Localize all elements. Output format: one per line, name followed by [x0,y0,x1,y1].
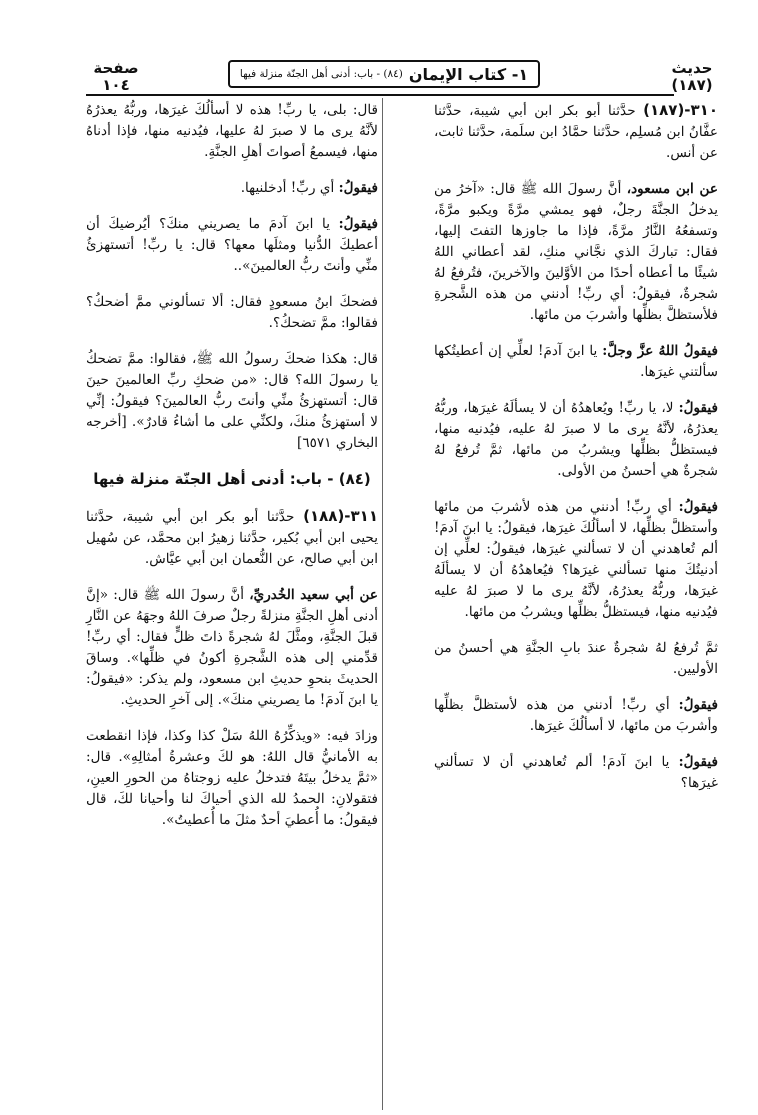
paragraph-lead: فيقولُ: [678,499,718,515]
left-column-top [86,100,378,454]
paragraph [434,341,718,383]
paragraph-text: أي ربِّ! أدنني من هذه لأستظلَّ بظلِّها وأشربَ من مائها، لا أسألُكَ غيرَها. [434,697,718,734]
paragraph [434,638,718,680]
hadith-label: حديث [671,59,713,77]
paragraph-lead: عن أبي سعيد الخُدريِّ، [249,587,379,603]
page-label: صفحة [93,59,139,77]
right-column [434,100,718,809]
paragraph [86,726,378,831]
paragraph-lead: فيقولُ: [678,754,718,770]
column-divider [382,98,383,1110]
hadith-number: ٣١٠-(١٨٧) [643,101,718,119]
paragraph [86,349,378,454]
paragraph-text: قال: بلى، يا ربِّ! هذه لا أسألُكَ غيرَها، وربُّهُ يعذرُهُ لأنَّهُ يرى ما لا صبرَ لهُ عليها، فيُدنيه منها، فإذا أدناهُ منها، فيسمعُ أصواتَ أهلِ الجنَّةِ. [86,102,378,160]
paragraph [434,398,718,482]
paragraph [86,100,378,163]
paragraph [434,100,718,164]
paragraph [434,695,718,737]
paragraph [86,214,378,277]
paragraph-text: حدَّثنا أبو بكر ابن أبي شيبة، حدَّثنا عفَّانُ ابن مُسلِم، حدَّثنا حمَّادُ ابن سلَمة، حدَّثنا ثابت، عن أنس. [434,103,718,161]
left-column-bottom [86,506,378,831]
paragraph-text: فضحكَ ابنُ مسعودٍ فقال: ألا تسألوني ممَّ أضحكُ؟ فقالوا: ممَّ تضحكُ؟. [86,294,378,331]
paragraph [86,292,378,334]
paragraph-text: حدَّثنا أبو بكر ابن أبي شيبة، حدَّثنا يحيى ابن أبي بُكير، حدَّثنا زهيرُ ابن محمَّد، عن سُهيل ابن أبي صالح، عن النُّعمان ابن أبي عيَّاش. [86,509,378,567]
paragraph-lead: فيقولُ: [678,400,718,416]
paragraph-lead: فيقولُ: [338,216,378,232]
paragraph-text: لا، يا ربِّ! ويُعاهدُهُ أن لا يسألَهُ غيرَها، وربُّهُ يعذرُهُ، لأنَّهُ يرى ما لا صبرَ لهُ عليه، فيُدنيه منها، فيستظلُّ بظلِّها ويشربُ من مائها، ثمَّ تُرفعُ لهُ شجرةٌ هي أحسنُ من الأولى. [434,400,718,479]
paragraph-text: ثمَّ تُرفعُ لهُ شجرةٌ عندَ بابِ الجنَّةِ هي أحسنُ من الأوليين. [434,640,718,677]
hadith-number-header [664,60,720,94]
paragraph-lead: فيقولُ: [678,697,718,713]
chapter-title: (٨٤) - باب: أدنى أهل الجنّة منزلة فيها [239,68,403,80]
paragraph [434,752,718,794]
paragraph-lead: فيقولُ: [338,180,378,196]
page-number-header [84,60,148,94]
header-rule [86,94,674,96]
paragraph-text: قال: هكذا ضحكَ رسولُ الله ﷺ، فقالوا: ممَّ تضحكُ يا رسولَ الله؟ قال: «من ضحكِ ربِّ العالمينَ حينَ قال: أتستهزئُ منِّي وأنتَ ربُّ العالمينَ؟ فيقولُ: إنِّي لا أستهزئُ منكَ، ولكنِّي على ما أشاءُ قادرٌ». [أخرجه البخاري ٦٥٧١] [86,351,378,451]
paragraph [86,585,378,711]
page-number: ١٠٤ [102,76,130,94]
paragraph-text: يا ابنَ آدمَ! ألم تُعاهدني أن لا تسألني غيرَها؟ [434,754,718,791]
left-column [86,100,378,846]
paragraph-text: أي ربِّ! أدنني من هذه لأشربَ من مائها وأستظلَّ بظلِّها، لا أسألُكَ غيرَها، فيقولُ: يا ابنَ آدمَ! ألم تُعاهدني أن لا تسألني غيرَها، فيقولُ: لعلِّي إن أدنيتُكَ منها تسألني غيرَها؟ فيُعاهدُهُ أن لا يسألَهُ غيرَها، وربُّهُ يعذرُهُ، لأنَّهُ يرى ما لا صبرَ لهُ عليه فيُدنيه منها، فيستظلُّ بظلِّها ويشربُ من مائها. [434,499,718,620]
running-title-box [228,60,540,88]
paragraph [86,178,378,199]
section-title: (٨٤) - باب: أدنى أهل الجنّة منزلة فيها [93,470,371,488]
paragraph-lead: فيقولُ اللهُ عزَّ وجلَّ: [602,343,718,359]
paragraph-text: أي ربِّ! أدخلنيها. [240,180,339,196]
hadith-number: (١٨٧) [671,76,713,94]
paragraph [434,179,718,326]
paragraph-text: يا ابنَ آدمَ! لعلِّي إن أعطيتُكها سألتني غيرَها. [434,343,718,380]
paragraph-text: وزادَ فيه: «ويذكِّرُهُ اللهُ سَلْ كذا وكذا، فإذا انقطعت به الأمانيُّ قال اللهُ: هو لكَ وعشرةُ أمثالِهِ». قال: «ثمَّ يدخلُ بيتَهُ فتدخلُ عليه زوجتاهُ من الحورِ العينِ، فتقولانِ: الحمدُ لله الذي أحياكَ لنا وأحيانا لكَ، قال فيقولُ: ما أُعطيَ أحدٌ مثلَ ما أُعطيتُ». [86,728,378,828]
paragraph-lead: عن ابن مسعود، [626,181,718,197]
book-title: ١- كتاب الإيمان [408,64,529,84]
paragraph-text: أنَّ رسولَ الله ﷺ قال: «آخرُ من يدخلُ الجنَّةَ رجلٌ، فهو يمشي مرَّةً ويكبو مرَّةً، وتسفعُهُ النَّارُ مرَّةً، فإذا ما جاوزها التفتَ إليها، فقال: تباركَ الذي نجَّاني منكِ، لقد أعطاني اللهُ شيئًا ما أعطاه أحدًا من الأوَّلينَ والآخرينَ، فتُرفعُ لهُ شجرةٌ، فيقولُ: أي ربِّ! أدنني من هذه الشَّجرةِ فلأستظلَّ بظلِّها وأشربَ من مائها. [434,181,718,323]
paragraph [86,506,378,570]
hadith-number: ٣١١-(١٨٨) [303,507,378,525]
paragraph-text: أنَّ رسولَ الله ﷺ قال: «إنَّ أدنى أهلِ الجنَّةِ منزلةً رجلٌ صرفَ اللهُ وجهَهُ عن النَّارِ قبلَ الجنَّةِ، ومثَّلَ لهُ شجرةً ذاتَ ظلٍّ فقال: أي ربِّ! قدِّمني إلى هذه الشَّجرةِ أكونُ في ظلِّها». وساقَ الحديثَ بنحوِ حديثِ ابن مسعود، ولم يذكر: «فيقولُ: يا ابنَ آدمَ! ما يصريني منكَ». إلى آخرِ الحديثِ. [86,587,378,708]
paragraph-text: يا ابنَ آدمَ ما يصريني منكَ؟ أيُرضيكَ أن أعطيكَ الدُّنيا ومثلَها معها؟ قال: يا ربِّ! أتستهزئُ منِّي وأنتَ ربُّ العالمينَ».. [86,216,378,274]
paragraph [434,497,718,623]
